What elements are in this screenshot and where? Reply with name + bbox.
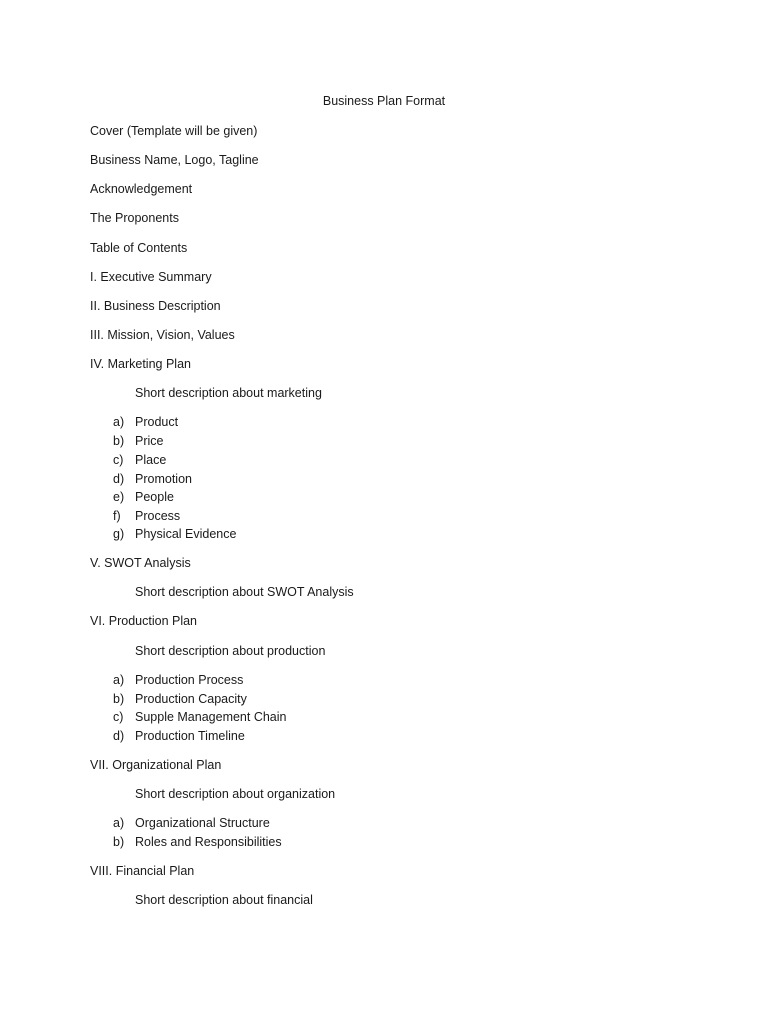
section-heading: VI. Production Plan — [90, 614, 198, 628]
list-label: Promotion — [135, 472, 192, 486]
list-item — [113, 452, 166, 468]
list-item — [113, 834, 282, 850]
list-label: Process — [135, 509, 181, 523]
list-label: Supple Management Chain — [135, 710, 287, 724]
list-item — [113, 728, 245, 744]
list-marker: d) — [113, 729, 125, 743]
list-marker: a) — [113, 415, 125, 429]
list-marker: a) — [113, 816, 125, 830]
section-heading: V. SWOT Analysis — [90, 556, 191, 570]
list-item — [113, 815, 270, 831]
list-marker: g) — [113, 527, 125, 541]
section-heading: I. Executive Summary — [90, 270, 212, 284]
list-marker: c) — [113, 453, 124, 467]
toc-line: Table of Contents — [90, 241, 188, 255]
acknowledgement-line: Acknowledgement — [90, 182, 193, 196]
list-item — [113, 672, 243, 688]
list-label: Physical Evidence — [135, 527, 237, 541]
business-name-line: Business Name, Logo, Tagline — [90, 153, 259, 167]
document-title: Business Plan Format — [322, 94, 446, 108]
section-heading: VIII. Financial Plan — [90, 864, 195, 878]
section-description: Short description about production — [135, 644, 326, 658]
list-label: Price — [135, 434, 164, 448]
list-item — [113, 709, 287, 725]
list-marker: f) — [113, 509, 121, 523]
list-marker: b) — [113, 692, 125, 706]
list-label: Production Capacity — [135, 692, 247, 706]
list-item — [113, 414, 178, 430]
section-description: Short description about financial — [135, 893, 313, 907]
list-item — [113, 508, 180, 524]
list-marker: a) — [113, 673, 125, 687]
list-label: Production Process — [135, 673, 244, 687]
list-label: Place — [135, 453, 167, 467]
list-item — [113, 691, 247, 707]
list-item — [113, 471, 192, 487]
section-heading: III. Mission, Vision, Values — [90, 328, 235, 342]
list-marker: e) — [113, 490, 125, 504]
section-description: Short description about SWOT Analysis — [135, 585, 354, 599]
list-label: Roles and Responsibilities — [135, 835, 282, 849]
cover-line: Cover (Template will be given) — [90, 124, 258, 138]
list-marker: b) — [113, 835, 125, 849]
list-label: People — [135, 490, 174, 504]
list-marker: c) — [113, 710, 124, 724]
list-item — [113, 526, 236, 542]
list-label: Organizational Structure — [135, 816, 270, 830]
list-marker: d) — [113, 472, 125, 486]
section-description: Short description about marketing — [135, 386, 322, 400]
section-heading: IV. Marketing Plan — [90, 357, 191, 371]
list-item — [113, 433, 163, 449]
section-description: Short description about organization — [135, 787, 336, 801]
section-heading: VII. Organizational Plan — [90, 758, 222, 772]
proponents-line: The Proponents — [90, 211, 179, 225]
list-label: Production Timeline — [135, 729, 245, 743]
list-item — [113, 489, 174, 505]
section-heading: II. Business Description — [90, 299, 221, 313]
list-label: Product — [135, 415, 179, 429]
list-marker: b) — [113, 434, 125, 448]
